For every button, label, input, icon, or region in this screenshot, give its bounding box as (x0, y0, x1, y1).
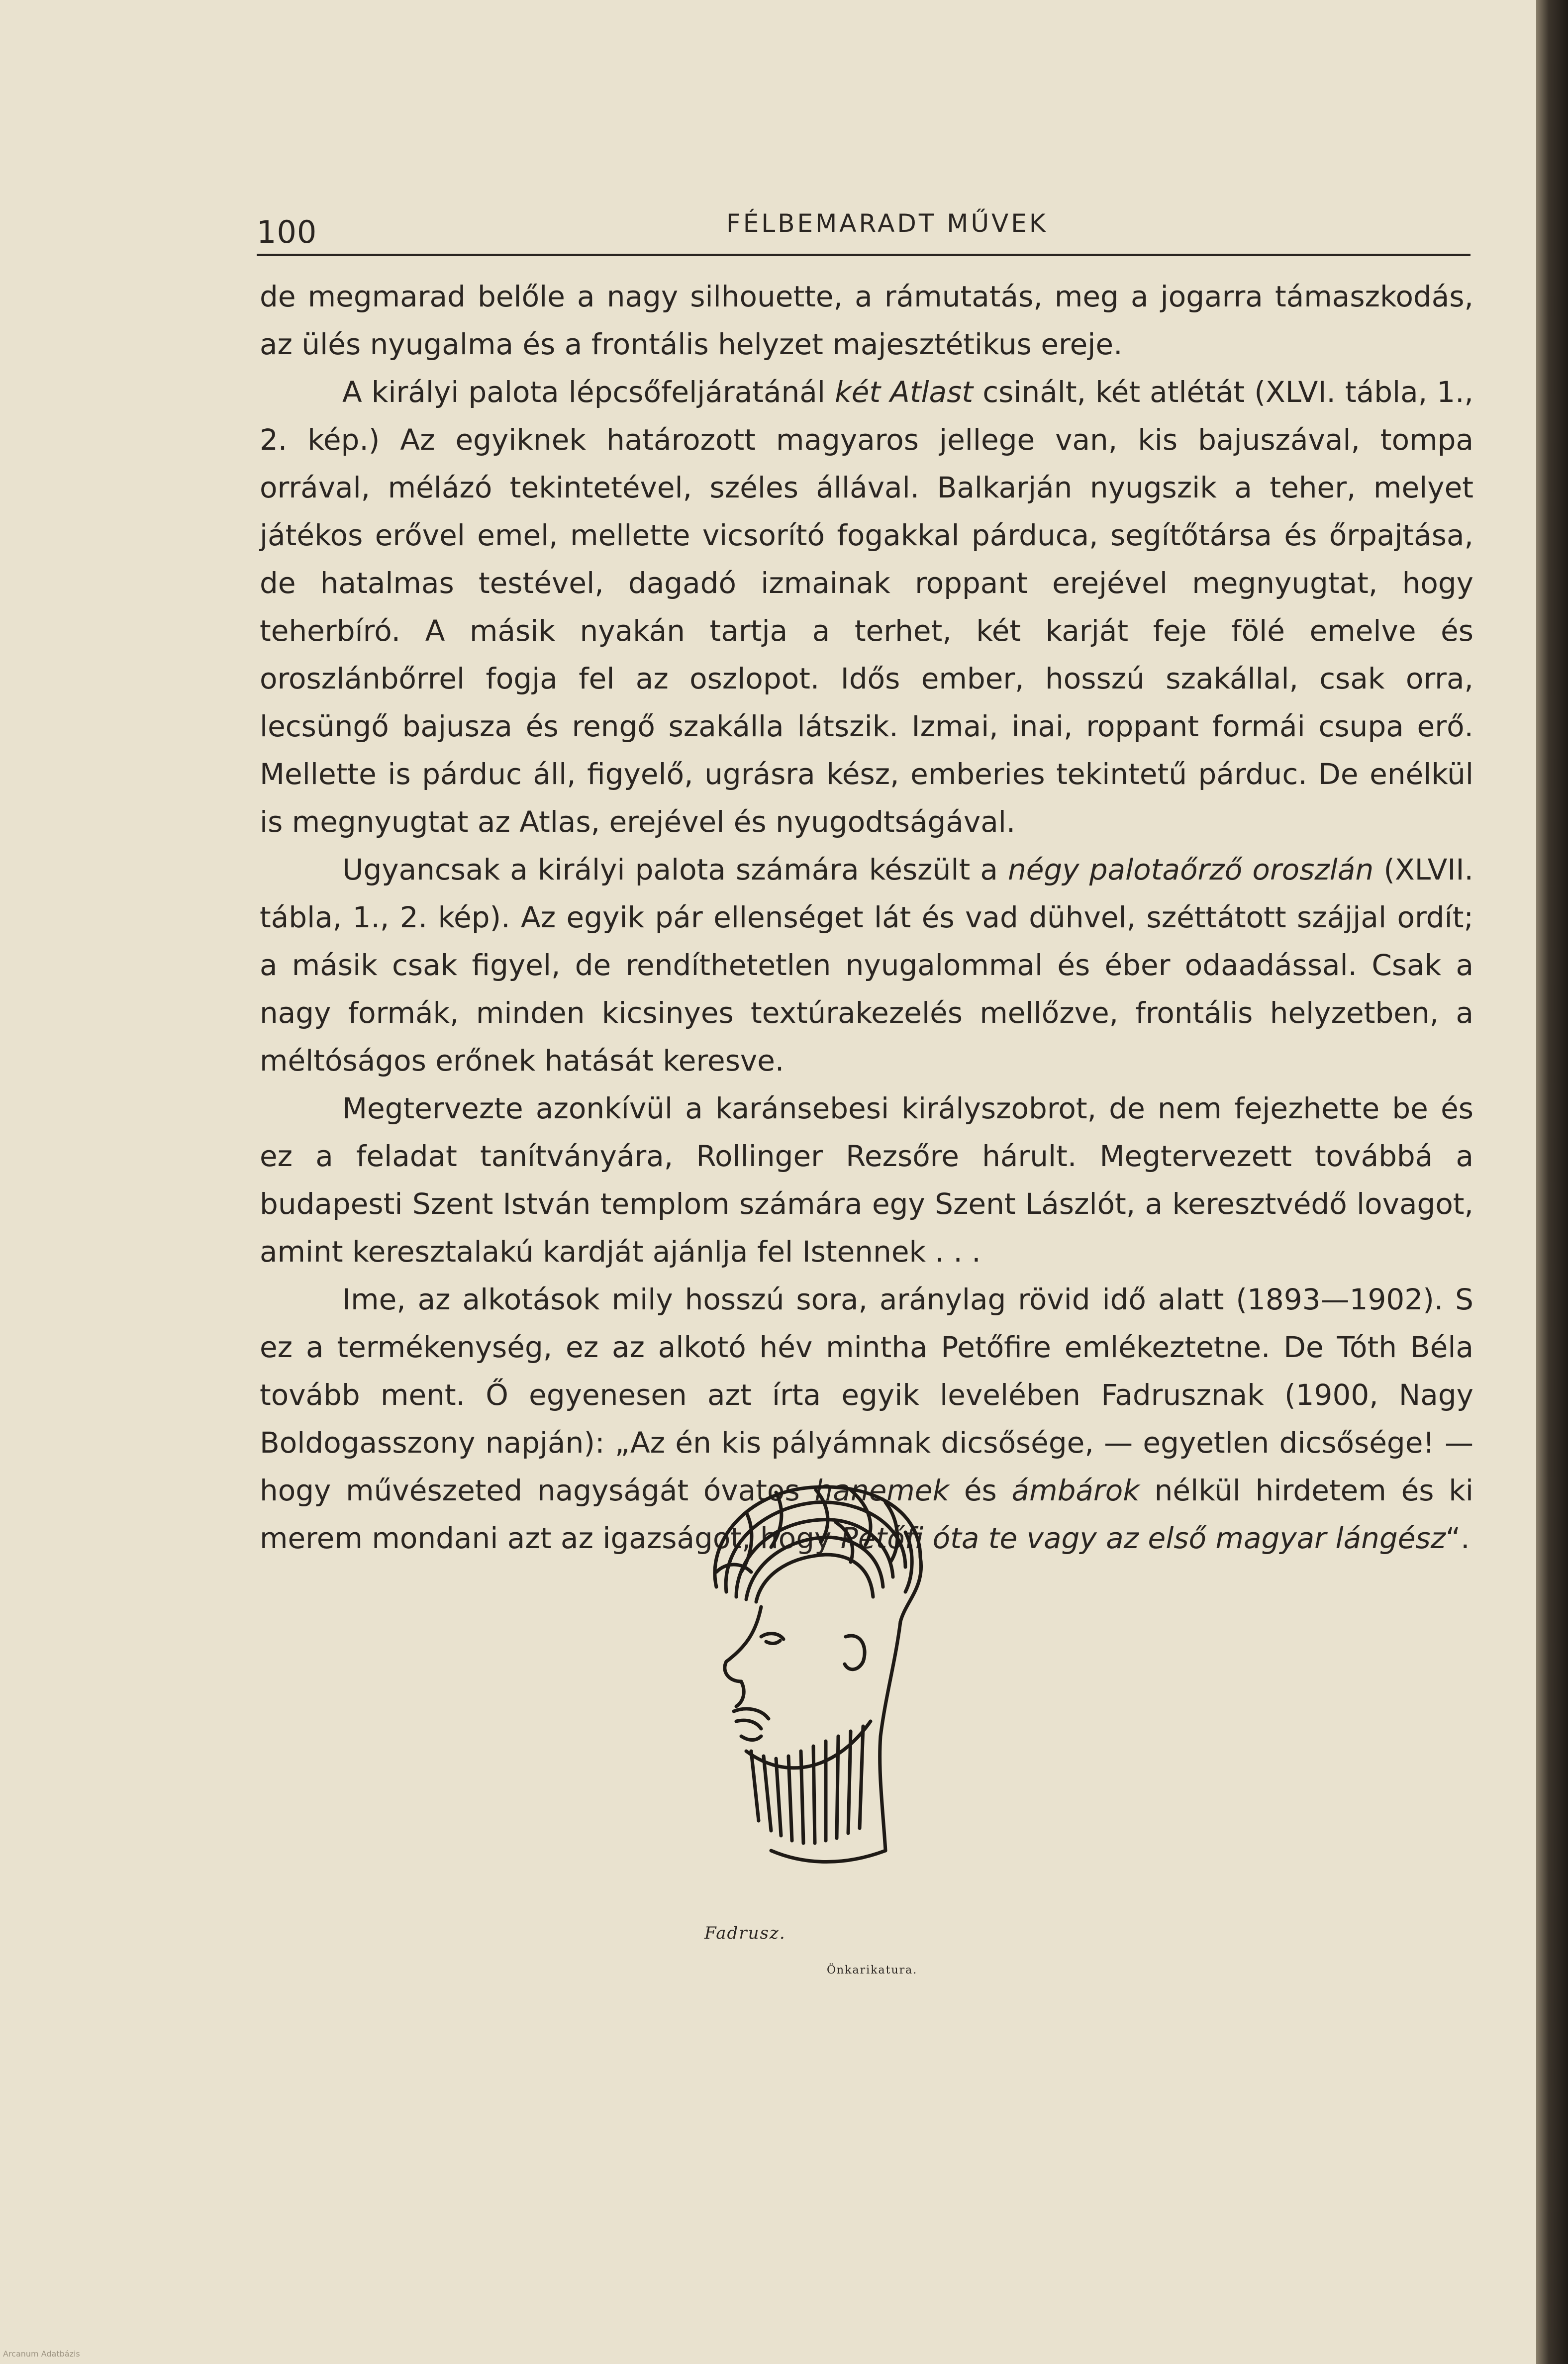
self-caricature-sketch-icon (686, 1473, 945, 1880)
library-watermark: Arcanum Adatbázis (3, 2349, 80, 2359)
emphasis-ambarok: ámbárok (1011, 1474, 1140, 1507)
emphasis-hanemek: hanemek (814, 1474, 950, 1507)
figure-caption: Önkarikatura. (827, 1964, 918, 1976)
paragraph-2: A királyi palota lépcsőfeljáratánál két Atlast csinált, két atlétát (XLVI. tábla, 1., 2. kép.) Az egyiknek határozott magyaros jellege van, kis bajuszával, tompa orrával, mélázó tekintetével, széles állával. Balkarján nyugszik a teher, melyet játékos erővel emel, mellette vicsorító fogakkal párduca, segítőtársa és őrpajtása, de hatalmas testével, dagadó izmainak roppant erejével megnyugtat, hogy teherbíró. A másik nyakán tartja a terhet, két karját feje fölé emelve és oroszlánbőrrel fogja fel az oszlopot. Idős ember, hosszú szakállal, csak orra, lecsüngő bajusza és rengő szakálla látszik. Izmai, inai, roppant formái csupa erő. Mellette is párduc áll, figyelő, ugrásra kész, emberies tekintetű párduc. De enélkül is megnyugtat az Atlas, erejével és nyugodtságával. (260, 375, 1473, 839)
paragraph-4: Megtervezte azonkívül a karánsebesi királyszobrot, de nem fejezhette be és ez a feladat tanítványára, Rollinger Rezsőre hárult. Megtervezett továbbá a budapesti Szent István templom számára egy Szent Lászlót, a keresztvédő lovagot, amint keresztalakú kardját ajánlja fel Istennek . . . (260, 1091, 1473, 1269)
body-text (260, 273, 1473, 1562)
paragraph-3: Ugyancsak a királyi palota számára készült a négy palotaőrző oroszlán (XLVII. tábla, 1., 2. kép). Az egyik pár ellenséget lát és vad dühvel, széttátott szájjal ordít; a másik csak figyel, de rendíthetetlen nyugalommal és éber odaadással. Csak a nagy formák, minden kicsinyes textúrakezelés mellőzve, frontális helyzetben, a méltóságos erőnek hatását keresve. (260, 853, 1473, 1078)
emphasis-langesz: Petőfi óta te vagy az első magyar lángész (840, 1521, 1446, 1555)
emphasis-lions: négy palotaőrző oroszlán (1008, 853, 1374, 886)
paragraph-1: de megmarad belőle a nagy silhouette, a rámutatás, meg a jogarra támaszkodás, az ülés nyugalma és a frontális helyzet majesztétikus ereje. (260, 280, 1473, 361)
emphasis-atlas: két Atlast (835, 375, 974, 409)
running-head: FÉLBEMARADT MŰVEK (726, 209, 1048, 238)
header-rule (257, 254, 1470, 256)
paragraph-5: Ime, az alkotások mily hosszú sora, aránylag rövid idő alatt (1893—1902). S ez a termékenység, ez az alkotó hév mintha Petőfire emlékeztetne. De Tóth Béla tovább ment. Ő egyenesen azt írta egyik levelében Fadrusznak (1900, Nagy Boldogasszony napján): „Az én kis pályámnak dicsősége, — egyetlen dicsősége! — hogy művészeted nagyságát óvatos hanemek és ámbárok nélkül hirdetem és ki merem mondani azt az igazságot, hogy Petőfi óta te vagy az első magyar lángész“. (260, 1282, 1473, 1555)
page-number: 100 (257, 214, 317, 250)
book-spine-shadow (1536, 0, 1568, 2364)
figure-signature: Fadrusz. (704, 1923, 786, 1943)
